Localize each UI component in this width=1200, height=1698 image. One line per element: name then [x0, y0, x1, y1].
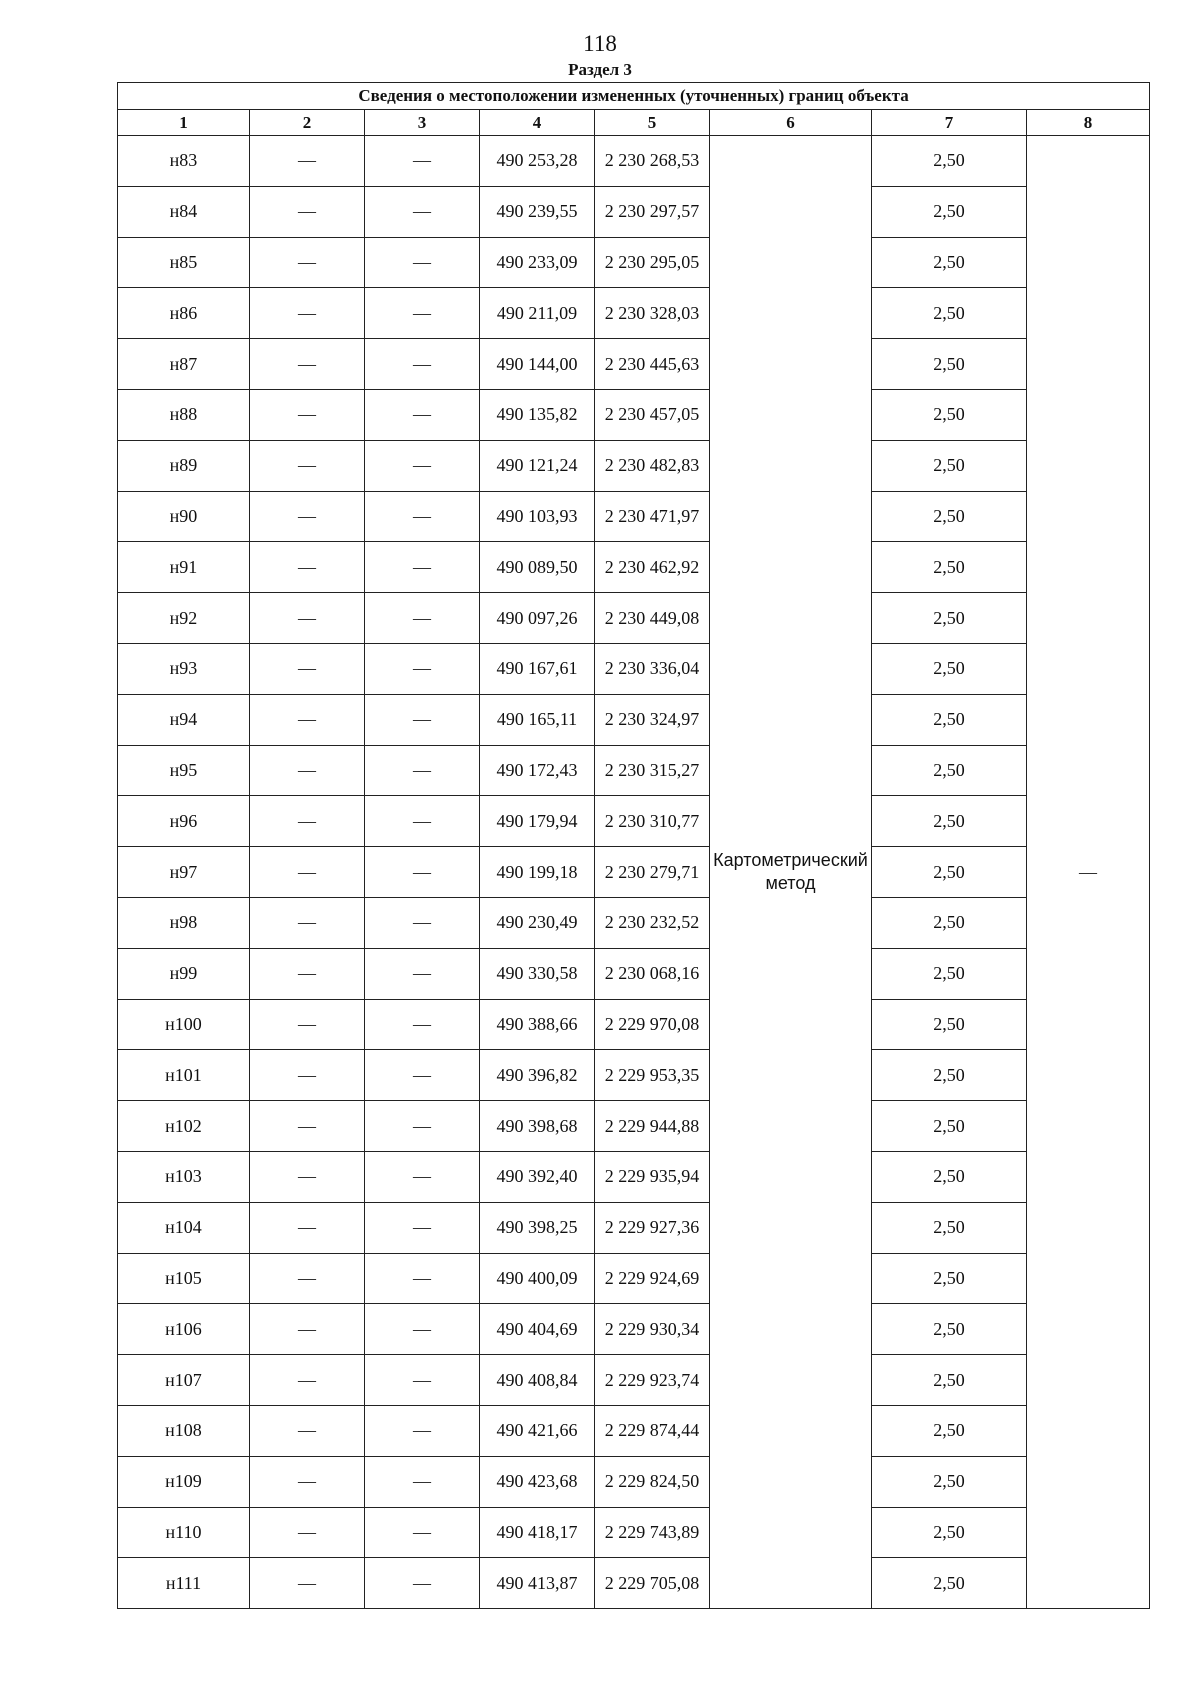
x-coordinate-cell: 490 423,68: [480, 1456, 595, 1507]
y-coordinate-cell: 2 230 324,97: [595, 694, 710, 745]
column-2-cell: —: [250, 288, 365, 339]
column-2-cell: —: [250, 948, 365, 999]
x-coordinate-cell: 490 421,66: [480, 1405, 595, 1456]
column-number: 6: [710, 110, 872, 136]
accuracy-cell: 2,50: [872, 186, 1027, 237]
table-caption-row: [118, 83, 1150, 110]
accuracy-cell: 2,50: [872, 1558, 1027, 1609]
column-3-cell: —: [365, 999, 480, 1050]
column-number-row: [118, 110, 1150, 136]
table-body: [118, 83, 1150, 1609]
column-2-cell: —: [250, 694, 365, 745]
table-row: [118, 1304, 1150, 1355]
column-number: 3: [365, 110, 480, 136]
y-coordinate-cell: 2 230 445,63: [595, 339, 710, 390]
x-coordinate-cell: 490 404,69: [480, 1304, 595, 1355]
table-row: [118, 237, 1150, 288]
x-coordinate-cell: 490 097,26: [480, 593, 595, 644]
y-coordinate-cell: 2 230 279,71: [595, 847, 710, 898]
column-number: 2: [250, 110, 365, 136]
accuracy-cell: 2,50: [872, 1151, 1027, 1202]
x-coordinate-cell: 490 230,49: [480, 897, 595, 948]
point-number-cell: н108: [118, 1405, 250, 1456]
column-3-cell: —: [365, 643, 480, 694]
column-3-cell: —: [365, 1151, 480, 1202]
accuracy-cell: 2,50: [872, 1253, 1027, 1304]
column-3-cell: —: [365, 1050, 480, 1101]
column-2-cell: —: [250, 1456, 365, 1507]
table-row: [118, 440, 1150, 491]
table-row: [118, 1558, 1150, 1609]
point-number-cell: н111: [118, 1558, 250, 1609]
table-row: [118, 389, 1150, 440]
accuracy-cell: 2,50: [872, 897, 1027, 948]
column-3-cell: —: [365, 1253, 480, 1304]
point-number-cell: н88: [118, 389, 250, 440]
y-coordinate-cell: 2 229 743,89: [595, 1507, 710, 1558]
accuracy-cell: 2,50: [872, 1405, 1027, 1456]
column-2-cell: —: [250, 1558, 365, 1609]
x-coordinate-cell: 490 199,18: [480, 847, 595, 898]
y-coordinate-cell: 2 229 944,88: [595, 1101, 710, 1152]
table-row: [118, 1456, 1150, 1507]
point-number-cell: н91: [118, 542, 250, 593]
y-coordinate-cell: 2 229 970,08: [595, 999, 710, 1050]
point-number-cell: н97: [118, 847, 250, 898]
table-row: [118, 745, 1150, 796]
column-number: 7: [872, 110, 1027, 136]
point-number-cell: н95: [118, 745, 250, 796]
column-2-cell: —: [250, 1101, 365, 1152]
point-number-cell: н84: [118, 186, 250, 237]
column-3-cell: —: [365, 237, 480, 288]
y-coordinate-cell: 2 230 295,05: [595, 237, 710, 288]
y-coordinate-cell: 2 230 232,52: [595, 897, 710, 948]
y-coordinate-cell: 2 229 924,69: [595, 1253, 710, 1304]
column-2-cell: —: [250, 897, 365, 948]
table-row: [118, 1355, 1150, 1406]
column-2-cell: —: [250, 1507, 365, 1558]
column-3-cell: —: [365, 694, 480, 745]
column-3-cell: —: [365, 542, 480, 593]
column-2-cell: —: [250, 745, 365, 796]
column-3-cell: —: [365, 186, 480, 237]
column-3-cell: —: [365, 1355, 480, 1406]
point-number-cell: н85: [118, 237, 250, 288]
x-coordinate-cell: 490 330,58: [480, 948, 595, 999]
column-2-cell: —: [250, 389, 365, 440]
y-coordinate-cell: 2 229 927,36: [595, 1202, 710, 1253]
column-3-cell: —: [365, 1507, 480, 1558]
column-3-cell: —: [365, 491, 480, 542]
x-coordinate-cell: 490 253,28: [480, 136, 595, 187]
column-2-cell: —: [250, 1405, 365, 1456]
section-title: Раздел 3: [568, 60, 632, 79]
accuracy-cell: 2,50: [872, 796, 1027, 847]
accuracy-cell: 2,50: [872, 1101, 1027, 1152]
column-2-cell: —: [250, 1202, 365, 1253]
column-3-cell: —: [365, 897, 480, 948]
table-row: [118, 593, 1150, 644]
accuracy-cell: 2,50: [872, 1202, 1027, 1253]
accuracy-cell: 2,50: [872, 389, 1027, 440]
y-coordinate-cell: 2 230 315,27: [595, 745, 710, 796]
accuracy-cell: 2,50: [872, 1304, 1027, 1355]
table-row: [118, 1050, 1150, 1101]
y-coordinate-cell: 2 229 705,08: [595, 1558, 710, 1609]
point-number-cell: н83: [118, 136, 250, 187]
accuracy-cell: 2,50: [872, 136, 1027, 187]
accuracy-cell: 2,50: [872, 288, 1027, 339]
y-coordinate-cell: 2 230 328,03: [595, 288, 710, 339]
accuracy-cell: 2,50: [872, 1507, 1027, 1558]
accuracy-cell: 2,50: [872, 643, 1027, 694]
point-number-cell: н104: [118, 1202, 250, 1253]
column-2-cell: —: [250, 999, 365, 1050]
accuracy-cell: 2,50: [872, 491, 1027, 542]
y-coordinate-cell: 2 230 297,57: [595, 186, 710, 237]
x-coordinate-cell: 490 396,82: [480, 1050, 595, 1101]
accuracy-cell: 2,50: [872, 694, 1027, 745]
x-coordinate-cell: 490 388,66: [480, 999, 595, 1050]
x-coordinate-cell: 490 089,50: [480, 542, 595, 593]
point-number-cell: н94: [118, 694, 250, 745]
page-number: 118: [583, 31, 617, 56]
point-number-cell: н89: [118, 440, 250, 491]
point-number-cell: н92: [118, 593, 250, 644]
accuracy-cell: 2,50: [872, 999, 1027, 1050]
table-row: [118, 186, 1150, 237]
table-row: [118, 1507, 1150, 1558]
table-row: [118, 948, 1150, 999]
accuracy-cell: 2,50: [872, 1456, 1027, 1507]
column-number: 8: [1027, 110, 1150, 136]
column-2-cell: —: [250, 1253, 365, 1304]
y-coordinate-cell: 2 230 068,16: [595, 948, 710, 999]
column-2-cell: —: [250, 186, 365, 237]
table-row: [118, 897, 1150, 948]
x-coordinate-cell: 490 121,24: [480, 440, 595, 491]
table-row: [118, 643, 1150, 694]
y-coordinate-cell: 2 230 471,97: [595, 491, 710, 542]
accuracy-cell: 2,50: [872, 745, 1027, 796]
y-coordinate-cell: 2 230 310,77: [595, 796, 710, 847]
column-2-cell: —: [250, 1304, 365, 1355]
column-3-cell: —: [365, 1558, 480, 1609]
column-2-cell: —: [250, 593, 365, 644]
column-2-cell: —: [250, 796, 365, 847]
column-2-cell: —: [250, 1355, 365, 1406]
column-3-cell: —: [365, 288, 480, 339]
column-3-cell: —: [365, 745, 480, 796]
y-coordinate-cell: 2 230 449,08: [595, 593, 710, 644]
column-3-cell: —: [365, 593, 480, 644]
table-row: [118, 796, 1150, 847]
point-number-cell: н98: [118, 897, 250, 948]
accuracy-cell: 2,50: [872, 440, 1027, 491]
y-coordinate-cell: 2 229 824,50: [595, 1456, 710, 1507]
point-number-cell: н106: [118, 1304, 250, 1355]
column-3-cell: —: [365, 440, 480, 491]
point-number-cell: н101: [118, 1050, 250, 1101]
point-number-cell: н93: [118, 643, 250, 694]
y-coordinate-cell: 2 230 457,05: [595, 389, 710, 440]
x-coordinate-cell: 490 167,61: [480, 643, 595, 694]
point-number-cell: н99: [118, 948, 250, 999]
y-coordinate-cell: 2 230 462,92: [595, 542, 710, 593]
x-coordinate-cell: 490 398,25: [480, 1202, 595, 1253]
x-coordinate-cell: 490 179,94: [480, 796, 595, 847]
table-row: [118, 1202, 1150, 1253]
accuracy-cell: 2,50: [872, 339, 1027, 390]
x-coordinate-cell: 490 211,09: [480, 288, 595, 339]
column-3-cell: —: [365, 389, 480, 440]
table-row: [118, 136, 1150, 187]
accuracy-cell: 2,50: [872, 237, 1027, 288]
accuracy-cell: 2,50: [872, 593, 1027, 644]
x-coordinate-cell: 490 400,09: [480, 1253, 595, 1304]
column-2-cell: —: [250, 542, 365, 593]
x-coordinate-cell: 490 233,09: [480, 237, 595, 288]
table-row: [118, 1253, 1150, 1304]
column-3-cell: —: [365, 1304, 480, 1355]
column-2-cell: —: [250, 136, 365, 187]
column-3-cell: —: [365, 1101, 480, 1152]
table-row: [118, 847, 1150, 898]
column-2-cell: —: [250, 491, 365, 542]
x-coordinate-cell: 490 408,84: [480, 1355, 595, 1406]
column-2-cell: —: [250, 847, 365, 898]
column-number: 5: [595, 110, 710, 136]
column-3-cell: —: [365, 1202, 480, 1253]
accuracy-cell: 2,50: [872, 948, 1027, 999]
method-cell: Картометрический метод: [710, 136, 872, 1609]
column-3-cell: —: [365, 1405, 480, 1456]
x-coordinate-cell: 490 398,68: [480, 1101, 595, 1152]
y-coordinate-cell: 2 229 923,74: [595, 1355, 710, 1406]
x-coordinate-cell: 490 135,82: [480, 389, 595, 440]
point-number-cell: н109: [118, 1456, 250, 1507]
x-coordinate-cell: 490 165,11: [480, 694, 595, 745]
point-number-cell: н110: [118, 1507, 250, 1558]
column-number: 4: [480, 110, 595, 136]
x-coordinate-cell: 490 144,00: [480, 339, 595, 390]
point-number-cell: н100: [118, 999, 250, 1050]
table-row: [118, 491, 1150, 542]
accuracy-cell: 2,50: [872, 847, 1027, 898]
column-number: 1: [118, 110, 250, 136]
x-coordinate-cell: 490 103,93: [480, 491, 595, 542]
table-caption: Сведения о местоположении измененных (уточненных) границ объекта: [118, 83, 1150, 110]
table-row: [118, 542, 1150, 593]
column-2-cell: —: [250, 1050, 365, 1101]
column-3-cell: —: [365, 1456, 480, 1507]
x-coordinate-cell: 490 172,43: [480, 745, 595, 796]
point-number-cell: н86: [118, 288, 250, 339]
table-row: [118, 694, 1150, 745]
point-number-cell: н107: [118, 1355, 250, 1406]
table-row: [118, 1405, 1150, 1456]
table-row: [118, 1101, 1150, 1152]
y-coordinate-cell: 2 229 874,44: [595, 1405, 710, 1456]
table-row: [118, 1151, 1150, 1202]
y-coordinate-cell: 2 230 268,53: [595, 136, 710, 187]
accuracy-cell: 2,50: [872, 542, 1027, 593]
column-8-cell: —: [1027, 136, 1150, 1609]
point-number-cell: н102: [118, 1101, 250, 1152]
table-row: [118, 339, 1150, 390]
point-number-cell: н105: [118, 1253, 250, 1304]
y-coordinate-cell: 2 229 935,94: [595, 1151, 710, 1202]
y-coordinate-cell: 2 229 930,34: [595, 1304, 710, 1355]
point-number-cell: н87: [118, 339, 250, 390]
y-coordinate-cell: 2 229 953,35: [595, 1050, 710, 1101]
column-3-cell: —: [365, 339, 480, 390]
column-3-cell: —: [365, 136, 480, 187]
point-number-cell: н96: [118, 796, 250, 847]
x-coordinate-cell: 490 392,40: [480, 1151, 595, 1202]
column-2-cell: —: [250, 339, 365, 390]
boundary-coordinates-table: [117, 82, 1150, 1609]
table-row: [118, 288, 1150, 339]
x-coordinate-cell: 490 418,17: [480, 1507, 595, 1558]
column-2-cell: —: [250, 440, 365, 491]
column-3-cell: —: [365, 948, 480, 999]
x-coordinate-cell: 490 239,55: [480, 186, 595, 237]
column-3-cell: —: [365, 847, 480, 898]
column-2-cell: —: [250, 1151, 365, 1202]
x-coordinate-cell: 490 413,87: [480, 1558, 595, 1609]
point-number-cell: н103: [118, 1151, 250, 1202]
accuracy-cell: 2,50: [872, 1050, 1027, 1101]
y-coordinate-cell: 2 230 482,83: [595, 440, 710, 491]
column-2-cell: —: [250, 643, 365, 694]
table-row: [118, 999, 1150, 1050]
y-coordinate-cell: 2 230 336,04: [595, 643, 710, 694]
accuracy-cell: 2,50: [872, 1355, 1027, 1406]
column-3-cell: —: [365, 796, 480, 847]
column-2-cell: —: [250, 237, 365, 288]
point-number-cell: н90: [118, 491, 250, 542]
